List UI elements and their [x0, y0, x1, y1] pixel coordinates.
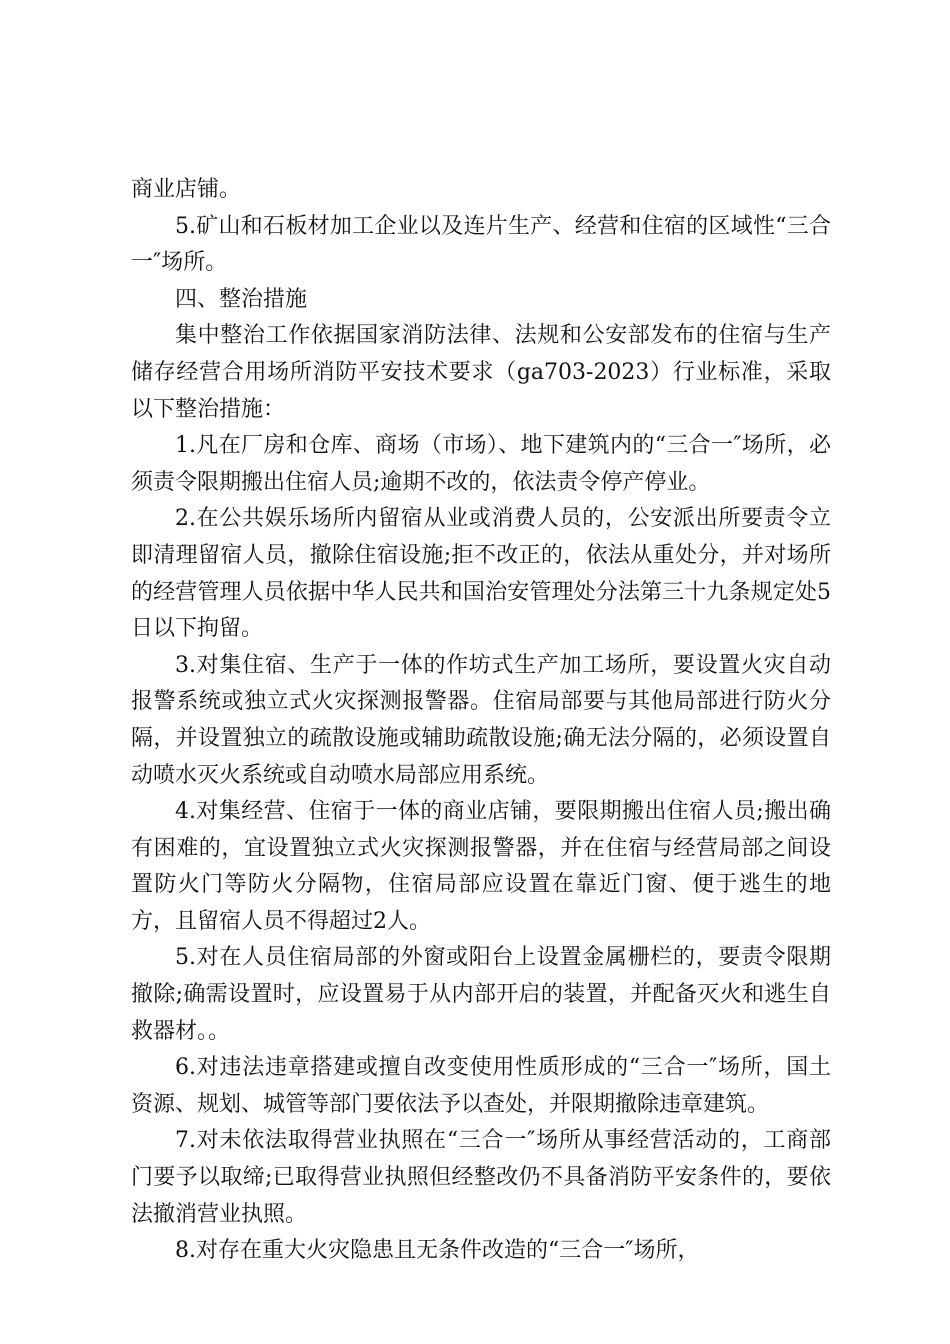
- paragraph-measure-4: 4.对集经营、住宿于一体的商业店铺，要限期搬出住宿人员;搬出确有困难的，宜设置独立式火灾探测报警器，并在住宿与经营局部之间设置防火门等防火分隔物，住宿局部应设置在靠近门窗、便于逃生的地方，且留宿人员不得超过2人。: [131, 799, 831, 934]
- paragraph-measure-7: 7.对未依法取得营业执照在“三合一″场所从事经营活动的，工商部门要予以取缔;已取得营业执照但经整改仍不具备消防平安条件的，要依法撤消营业执照。: [131, 1128, 831, 1227]
- paragraph-measure-2: 2.在公共娱乐场所内留宿从业或消费人员的，公安派出所要责令立即清理留宿人员，撤除住宿设施;拒不改正的，依法从重处分，并对场所的经营管理人员依据中华人民共和国治安管理处分法第三十九条规定处5日以下拘留。: [131, 506, 831, 642]
- paragraph-measure-1: 1.凡在厂房和仓库、商场（市场）、地下建筑内的“三合一″场所，必须责令限期搬出住宿人员;逾期不改的，依法责令停产停业。: [131, 433, 831, 495]
- section-heading-measures: 四、整治措施: [175, 286, 308, 312]
- paragraph-intro-measures: 集中整治工作依据国家消防法律、法规和公安部发布的住宿与生产储存经营合用场所消防平安技术要求（ga703-2023）行业标准，采取以下整治措施：: [131, 323, 831, 422]
- paragraph-measure-6: 6.对违法违章搭建或擅自改变使用性质形成的“三合一″场所，国土资源、规划、城管等部门要依法予以查处，并限期撤除违章建筑。: [131, 1055, 831, 1117]
- paragraph-measure-5: 5.对在人员住宿局部的外窗或阳台上设置金属栅栏的，要责令限期撤除;确需设置时，应设置易于从内部开启的装置，并配备灭火和逃生自救器材。。: [131, 945, 831, 1044]
- document-body: [131, 172, 831, 1270]
- paragraph-measure-8: 8.对存在重大火灾隐患且无条件改造的“三合一″场所，: [175, 1238, 700, 1264]
- paragraph-continuation: 商业店铺。: [131, 177, 242, 202]
- paragraph-item-5-mining: 5.矿山和石板材加工企业以及连片生产、经营和住宿的区域性“三合一″场所。: [131, 213, 831, 276]
- paragraph-measure-3: 3.对集住宿、生产于一体的作坊式生产加工场所，要设置火灾自动报警系统或独立式火灾探测报警器。住宿局部要与其他局部进行防火分隔，并设置独立的疏散设施或辅助疏散设施;确无法分隔的，必须设置自动喷水灭火系统或自动喷水局部应用系统。: [131, 652, 831, 788]
